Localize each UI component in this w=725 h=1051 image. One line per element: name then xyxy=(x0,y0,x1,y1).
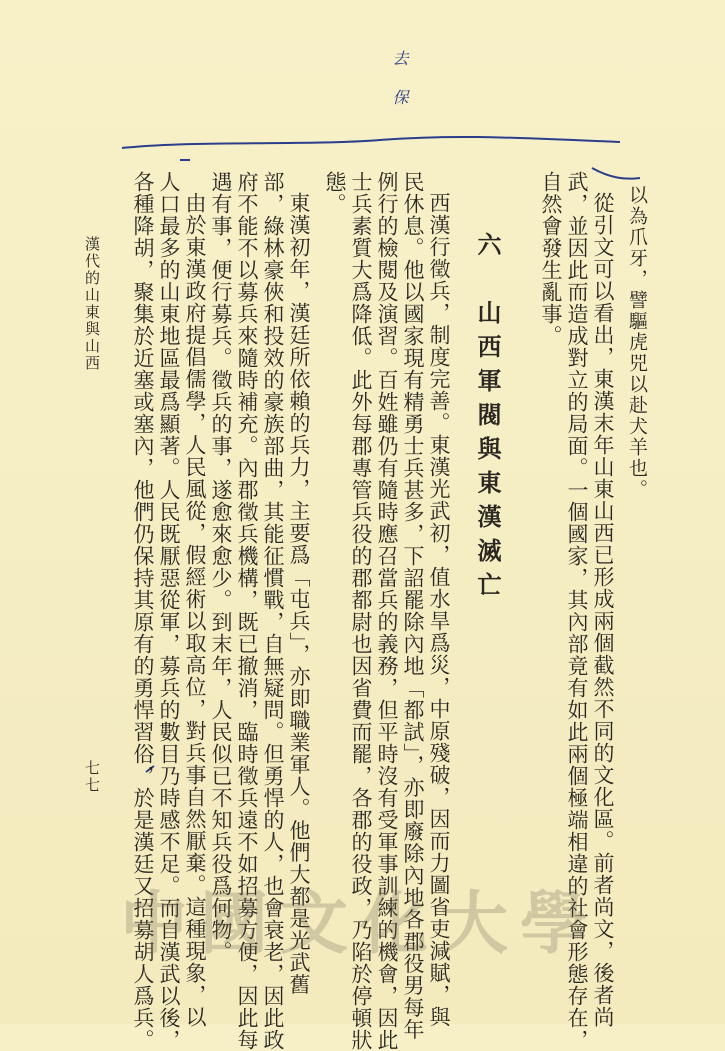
quote-line: 以為爪牙，譬驅虎兕以赴犬羊也。 xyxy=(626,185,648,500)
para2-line-2: 民休息。他以國家現有精勇士兵甚多，下詔罷除內地「都試」，亦即廢除內地各郡役男每年 xyxy=(401,171,425,1041)
para2-line-3: 例行的檢閱及演習。百姓雖仍有隨時應召當兵的義務，但平時沒有受軍事訓練的機會，因此 xyxy=(375,171,399,1051)
para1-line-2: 武，並因此而造成對立的局面。一個國家，其內部竟有如此兩個極端相違的社會形態存在， xyxy=(565,171,589,1051)
section-heading: 六 山西軍閥與東漢滅亡 xyxy=(473,232,502,606)
page-number: 七七 xyxy=(83,760,101,794)
para1-line-3: 自然會發生亂事。 xyxy=(539,171,563,347)
para3-line-4: 遇有事，便行募兵。徵兵的事，遂愈來愈少。到末年，人民似已不知兵役爲何物。 xyxy=(209,171,233,963)
para2-line-1: 西漢行徵兵，制度完善。東漢光武初，值水旱爲災，中原殘破，因而力圖省吏減賦，與 xyxy=(427,192,451,1028)
para4-line-1: 由於東漢政府提倡儒學，人民風從，假經術以取高位，對兵事自然厭棄。這種現象，以 xyxy=(183,192,207,1028)
handwritten-note: 去 保 xyxy=(390,50,409,107)
running-title: 漢代的山東與山西 xyxy=(83,236,101,372)
para4-line-2: 人口最多的山東地區最爲顯著。人民既厭惡從軍，募兵的數目乃時感不足。而自漢武以後， xyxy=(157,171,181,1051)
para2-line-4: 士兵素質大爲降低。此外每郡專管兵役的郡都尉也因省費而罷，各郡的役政，乃陷於停頓狀 xyxy=(349,171,373,1051)
handwritten-underline xyxy=(122,137,620,148)
para2-line-5: 態。 xyxy=(323,171,347,215)
handwritten-arc xyxy=(592,168,640,179)
watermark: 中國文化大學 xyxy=(120,885,601,964)
para3-line-2: 部，綠林豪俠和投效的豪族部曲，其能征慣戰，自無疑問。但勇悍的人，也會衰老，因此政 xyxy=(261,171,285,1051)
para3-line-1: 東漢初年，漢廷所依賴的兵力，主要爲「屯兵」，亦即職業軍人。他們大都是光武舊 xyxy=(287,192,311,996)
para1-line-1: 從引文可以看出，東漢末年山東山西已形成兩個截然不同的文化區。前者尚文，後者尚 xyxy=(591,192,615,1028)
para4-line-3: 各種降胡，聚集於近塞或塞內，他們仍保持其原有的勇悍習俗，於是漢廷又招募胡人爲兵。 xyxy=(131,171,155,1051)
para3-line-3: 府不能不以募兵來隨時補充。內郡徵兵機構，既已撤消，臨時徵兵遠不如招募方便，因此每 xyxy=(235,171,259,1051)
